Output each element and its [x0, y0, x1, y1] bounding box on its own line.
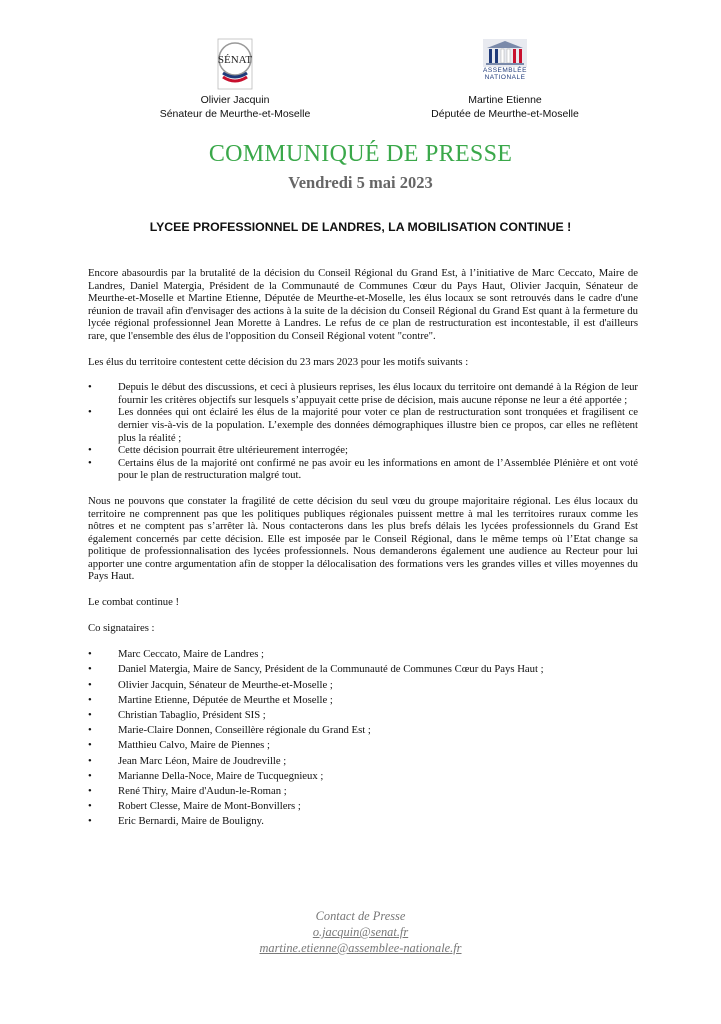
email-link-senat[interactable]: o.jacquin@senat.fr — [312, 925, 409, 939]
bullet-icon: • — [88, 815, 92, 828]
senator-role: Sénateur de Meurthe-et-Moselle — [159, 108, 311, 120]
bullet-icon: • — [88, 456, 92, 469]
bullet-icon: • — [88, 678, 92, 691]
paragraph-two: Nous ne pouvons que constater la fragilité de cette décision du seul vœu du groupe majoritaire régional. Les élus locaux du territoire ne comprennent pas que les politiques publiques régionales puissent mettre à mal les territoires ruraux comme les nôtres et ne comptent pas s’arrêter là. Nous contacterons dans les plus brefs délais les lycées professionnels du Grand Est également concernés par cette décision. Elle est imposée par le Conseil Régional, dans le même temps où l’Etat change sa politique de professionnalisation des lycées professionnels. Nous demanderons également une audience au Recteur pour lui apporter une contre argumentation afin de stopper la délocalisation des formations vers les grandes villes et villes moyennes du Pays Haut. — [88, 494, 638, 583]
press-contact — [0, 908, 721, 956]
contact-label: Contact de Presse — [315, 909, 406, 923]
bullet-icon: • — [88, 785, 92, 798]
bullet-icon: • — [88, 709, 92, 722]
list-item: • Eric Bernardi, Maire de Bouligny. — [88, 814, 638, 829]
bullet-icon: • — [88, 724, 92, 737]
headline: LYCEE PROFESSIONNEL DE LANDRES, LA MOBILISATION CONTINUE ! — [149, 220, 572, 234]
list-item: • Robert Clesse, Maire de Mont-Bonvillers ; — [88, 799, 638, 814]
senat-emblem-icon — [211, 37, 259, 91]
list-item: • Olivier Jacquin, Sénateur de Meurthe-et-Moselle ; — [88, 678, 638, 693]
list-item: • Marc Ceccato, Maire de Landres ; — [88, 647, 638, 662]
motifs-intro: Les élus du territoire contestent cette décision du 23 mars 2023 pour les motifs suivants : — [88, 355, 469, 368]
deputy-role: Députée de Meurthe-et-Moselle — [431, 108, 579, 120]
list-item: • Daniel Matergia, Maire de Sancy, Président de la Communauté de Communes Cœur du Pays Haut ; — [88, 662, 638, 677]
list-item: • Les données qui ont éclairé les élus de la majorité pour voter ce plan de restructuration sont tronquées et fragilisent ce dernier vis-à-vis de la population. L’exemple des données démographiques illustre bien ce propos, car elles ne reflètent plus la réalité ; — [88, 406, 638, 444]
header-left — [120, 36, 350, 121]
bullet-icon: • — [88, 406, 92, 419]
bullet-icon: • — [88, 663, 92, 676]
senat-logo-text: SÉNAT — [217, 53, 253, 66]
header-right — [395, 36, 615, 121]
assemblee-logo-line1: ASSEMBLÉE — [483, 66, 527, 74]
bullet-icon: • — [88, 800, 92, 813]
bullet-icon: • — [88, 693, 92, 706]
assemblee-logo — [395, 36, 615, 91]
list-item: • Jean Marc Léon, Maire de Joudreville ; — [88, 754, 638, 769]
assemblee-logo-line2: NATIONALE — [484, 74, 526, 81]
combat-line: Le combat continue ! — [88, 596, 180, 609]
motifs-list — [88, 381, 638, 482]
senator-name: Olivier Jacquin — [200, 94, 270, 106]
bullet-icon: • — [88, 754, 92, 767]
list-item: • Depuis le début des discussions, et ceci à plusieurs reprises, les élus locaux du territoire ont demandé à la Région de leur fournir les critères objectifs sur lesquels s’appuyait cette prise de décision, mais aucune réponse ne leur a été apportée ; — [88, 381, 638, 406]
bullet-icon: • — [88, 648, 92, 661]
document-body — [88, 267, 638, 843]
bullet-icon: • — [88, 739, 92, 752]
document-date: Vendredi 5 mai 2023 — [288, 173, 433, 192]
email-link-assemblee[interactable]: martine.etienne@assemblee-nationale.fr — [259, 941, 462, 955]
bullet-icon: • — [88, 444, 92, 457]
assemblee-building-icon — [483, 39, 527, 67]
list-item: • Cette décision pourrait être ultérieurement interrogée; — [88, 444, 348, 457]
list-item: • Marianne Della-Noce, Maire de Tucquegnieux ; — [88, 769, 638, 784]
list-item: • Marie-Claire Donnen, Conseillère régionale du Grand Est ; — [88, 723, 638, 738]
deputy-name: Martine Etienne — [468, 94, 542, 106]
list-item: • Matthieu Calvo, Maire de Piennes ; — [88, 738, 638, 753]
list-item: • Martine Etienne, Députée de Meurthe et Moselle ; — [88, 693, 638, 708]
intro-paragraph: Encore abasourdis par la brutalité de la décision du Conseil Régional du Grand Est, à l’initiative de Marc Ceccato, Maire de Landres, Daniel Matergia, Président de la Communauté de Communes Cœur du Pays Haut, Olivier Jacquin, Sénateur de Meurthe-et-Moselle et Martine Etienne, Députée de Meurthe-et-Moselle, les élus locaux se sont retrouvés dans le cadre d'une réunion de travail afin d'envisager des actions à la suite de la décision du Conseil Régional du Grand Est quant à la fermeture du lycée régional professionnel Jean Morette à Landres. Le refus de ce plan de restructuration est incontestable, il est d'ailleurs rare, que l'ensemble des élus de l'opposition du Conseil Régional votent "contre". — [88, 267, 638, 342]
signataires-list — [88, 647, 638, 829]
list-item: • René Thiry, Maire d'Audun-le-Roman ; — [88, 784, 638, 799]
list-item: • Christian Tabaglio, Président SIS ; — [88, 708, 638, 723]
senat-logo — [120, 36, 350, 91]
list-item: • Certains élus de la majorité ont confirmé ne pas avoir eu les informations en amont de l’Assemblée Plénière et ont voté pour le plan de restructuration malgré tout. — [88, 456, 638, 482]
signataires-label: Co signataires : — [88, 621, 155, 634]
bullet-icon: • — [88, 769, 92, 782]
bullet-icon: • — [88, 381, 92, 394]
document-title: COMMUNIQUÉ DE PRESSE — [208, 141, 513, 167]
